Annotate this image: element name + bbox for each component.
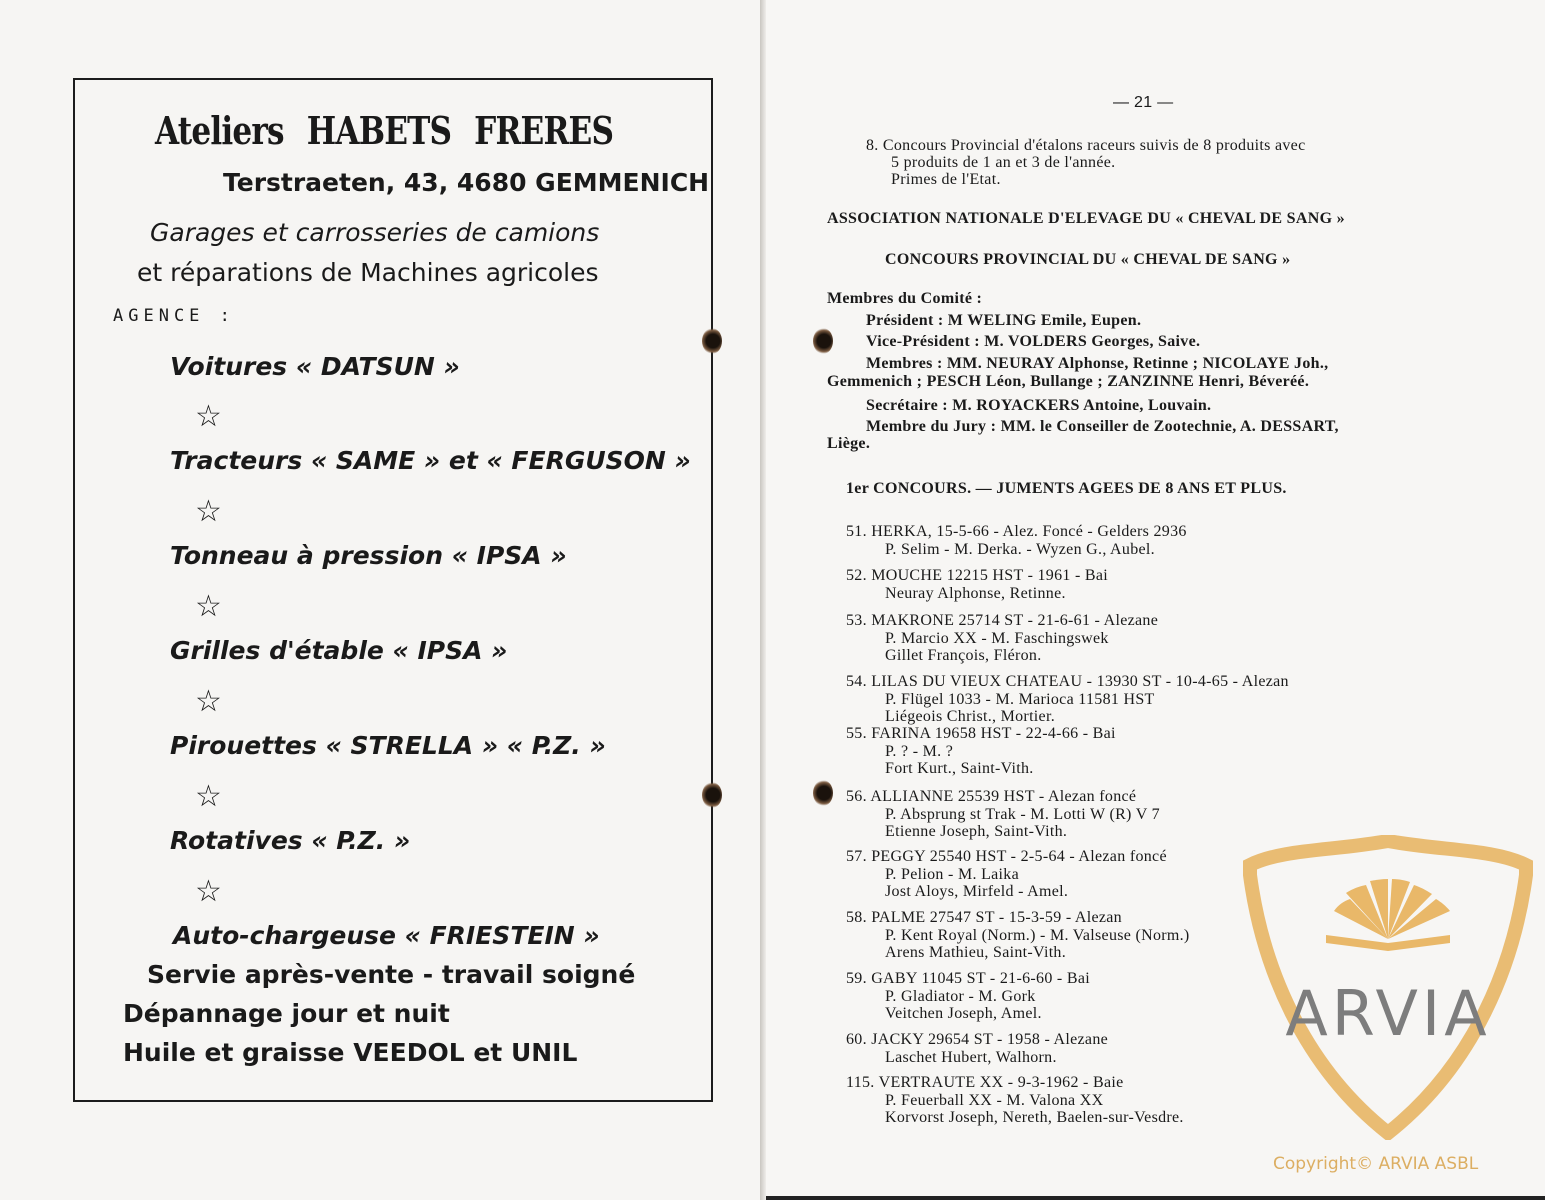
arvia-logo — [1242, 835, 1534, 1140]
entry-line-1: 58. PALME 27547 ST - 15-3-59 - Alezan — [846, 909, 1122, 926]
punch-hole — [813, 780, 833, 806]
membres-line-2: Gemmenich ; PESCH Léon, Bullange ; ZANZINNE Henri, Béveréé. — [827, 373, 1310, 390]
ad-address: Terstraeten, 43, 4680 GEMMENICH — [223, 168, 710, 197]
entry-line-1: 54. LILAS DU VIEUX CHATEAU - 13930 ST - 10-4-65 - Alezan — [846, 673, 1289, 690]
jury-line-1: Membre du Jury : MM. le Conseiller de Zootechnie, A. DESSART, — [866, 418, 1339, 435]
entry-line-1: 56. ALLIANNE 25539 HST - Alezan foncé — [846, 788, 1137, 805]
star-icon: ☆ — [195, 684, 222, 719]
entry-line-3: Liégeois Christ., Mortier. — [885, 708, 1056, 725]
entry-line-1: 115. VERTRAUTE XX - 9-3-1962 - Baie — [846, 1074, 1124, 1091]
ad-agence-label: AGENCE : — [113, 306, 235, 326]
ad-title-word-2: HABETS — [306, 108, 452, 153]
entry-line-1: 59. GABY 11045 ST - 21-6-60 - Bai — [846, 970, 1090, 987]
ad-product-6: Rotatives « P.Z. » — [170, 826, 411, 855]
entry — [846, 788, 1160, 841]
star-icon: ☆ — [195, 494, 222, 529]
star-icon: ☆ — [195, 874, 222, 909]
entry — [846, 1031, 1108, 1066]
association-heading: ASSOCIATION NATIONALE D'ELEVAGE DU « CHEVAL DE SANG » — [827, 210, 1345, 227]
entry — [846, 1074, 1184, 1127]
entry-line-2: P. Absprung st Trak - M. Lotti W (R) V 7 — [885, 805, 1160, 823]
entry-line-2: P. Feuerball XX - M. Valona XX — [885, 1091, 1104, 1109]
ad-product-1: Voitures « DATSUN » — [170, 352, 460, 381]
entry — [846, 567, 1108, 602]
entry — [846, 612, 1158, 665]
membres-comite-label: Membres du Comité : — [827, 290, 983, 307]
entry — [846, 673, 1289, 726]
ad-title-word-1: Ateliers — [155, 108, 284, 153]
page-edge — [766, 1196, 1545, 1200]
item-8-line-1: 8. Concours Provincial d'étalons raceurs suivis de 8 produits avec — [866, 137, 1306, 154]
ad-product-5: Pirouettes « STRELLA » « P.Z. » — [170, 731, 606, 760]
concours-heading: CONCOURS PROVINCIAL DU « CHEVAL DE SANG » — [885, 251, 1291, 268]
vice-president-line: Vice-Président : M. VOLDERS Georges, Saive. — [866, 333, 1201, 350]
ad-service-2: Dépannage jour et nuit — [123, 999, 450, 1028]
ad-service-3: Huile et graisse VEEDOL et UNIL — [123, 1038, 578, 1067]
jury-line-2: Liège. — [827, 435, 871, 452]
entry-line-3: Etienne Joseph, Saint-Vith. — [885, 823, 1068, 840]
entry-line-2: P. Kent Royal (Norm.) - M. Valseuse (Norm.) — [885, 926, 1190, 944]
entry-line-3: Gillet François, Fléron. — [885, 647, 1042, 664]
punch-hole — [702, 328, 722, 354]
entry-line-2: P. Marcio XX - M. Faschingswek — [885, 629, 1109, 647]
ad-product-3: Tonneau à pression « IPSA » — [170, 541, 567, 570]
entry — [846, 725, 1116, 778]
entry-line-2: P. Flügel 1033 - M. Marioca 11581 HST — [885, 690, 1155, 708]
entry-line-3: Jost Aloys, Mirfeld - Amel. — [885, 883, 1069, 900]
star-icon: ☆ — [195, 399, 222, 434]
entry — [846, 848, 1167, 901]
entry-line-1: 52. MOUCHE 12215 HST - 1961 - Bai — [846, 567, 1109, 584]
entry-line-1: 57. PEGGY 25540 HST - 2-5-64 - Alezan foncé — [846, 848, 1167, 865]
entry-line-3: Fort Kurt., Saint-Vith. — [885, 760, 1034, 777]
entry-line-2: P. ? - M. ? — [885, 742, 954, 760]
item-8-line-2: 5 produits de 1 an et 3 de l'année. — [891, 154, 1116, 171]
entry-line-2: P. Selim - M. Derka. - Wyzen G., Aubel. — [885, 540, 1155, 558]
secretaire-line: Secrétaire : M. ROYACKERS Antoine, Louvain. — [866, 397, 1212, 414]
page-number: — 21 — — [1113, 94, 1174, 111]
ad-product-7: Auto-chargeuse « FRIESTEIN » — [173, 921, 600, 950]
punch-hole — [813, 328, 833, 354]
star-icon: ☆ — [195, 779, 222, 814]
logo-text: ARVIA — [1285, 977, 1491, 1050]
punch-hole — [702, 782, 722, 808]
star-icon: ☆ — [195, 589, 222, 624]
entry — [846, 523, 1187, 558]
ad-tagline-2: et réparations de Machines agricoles — [137, 258, 599, 287]
entry-line-1: 55. FARINA 19658 HST - 22-4-66 - Bai — [846, 725, 1116, 742]
entry-line-3: Korvorst Joseph, Nereth, Baelen-sur-Vesdre. — [885, 1109, 1184, 1126]
entry-line-2: P. Pelion - M. Laika — [885, 865, 1019, 883]
entry-line-2: Laschet Hubert, Walhorn. — [885, 1048, 1057, 1066]
entry — [846, 970, 1090, 1023]
ad-product-2: Tracteurs « SAME » et « FERGUSON » — [170, 446, 691, 475]
entry — [846, 909, 1190, 962]
advertisement-box — [73, 78, 713, 1102]
ad-service-1: Servie après-vente - travail soigné — [147, 960, 636, 989]
ad-title-word-3: FRERES — [474, 108, 614, 153]
membres-line-1: Membres : MM. NEURAY Alphonse, Retinne ; NICOLAYE Joh., — [866, 355, 1329, 372]
copyright-notice: Copyright© ARVIA ASBL — [1273, 1154, 1479, 1174]
ad-tagline-1: Garages et carrosseries de camions — [150, 218, 600, 247]
entry-line-1: 53. MAKRONE 25714 ST - 21-6-61 - Alezane — [846, 612, 1159, 629]
entry-line-2: P. Gladiator - M. Gork — [885, 987, 1036, 1005]
item-8-line-3: Primes de l'Etat. — [891, 171, 1001, 188]
ad-title — [155, 108, 636, 153]
first-concours-heading: 1er CONCOURS. — JUMENTS AGEES DE 8 ANS ET PLUS. — [846, 480, 1287, 497]
ad-product-4: Grilles d'étable « IPSA » — [170, 636, 508, 665]
entry-line-1: 51. HERKA, 15-5-66 - Alez. Foncé - Gelders 2936 — [846, 523, 1187, 540]
entry-line-3: Arens Mathieu, Saint-Vith. — [885, 944, 1067, 961]
president-line: Président : M WELING Emile, Eupen. — [866, 312, 1142, 329]
entry-line-2: Neuray Alphonse, Retinne. — [885, 584, 1066, 602]
entry-line-3: Veitchen Joseph, Amel. — [885, 1005, 1042, 1022]
entry-line-1: 60. JACKY 29654 ST - 1958 - Alezane — [846, 1031, 1109, 1048]
